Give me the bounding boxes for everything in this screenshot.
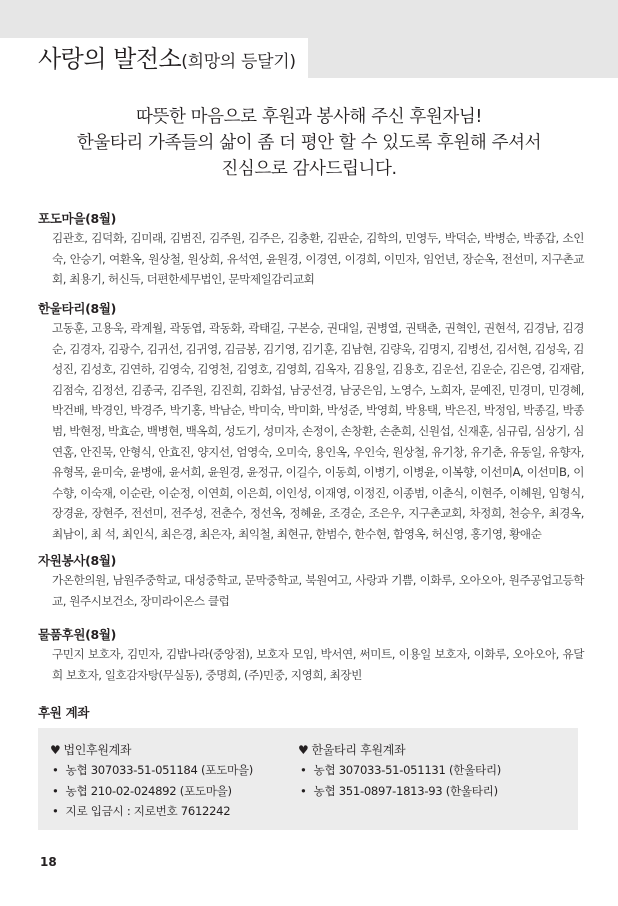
page-title-sub: (희망의 등달기)	[181, 52, 296, 72]
account-item: • 농협 307033-51-051184 (포도마을)	[52, 763, 253, 777]
account-item: • 농협 210-02-024892 (포도마을)	[52, 783, 232, 798]
accounts-box	[38, 728, 578, 830]
section-accounts	[38, 704, 584, 722]
section-title: 포도마을(8월)	[38, 211, 117, 226]
account-heading: 법인후원계좌	[63, 743, 132, 757]
intro-message	[30, 104, 588, 182]
donor-list: 고동훈, 고용욱, 곽계월, 곽동엽, 곽동화, 곽태길, 구본승, 권대일, 권병열, 권택춘, 권혁인, 권현석, 김경남, 김경순, 김경자, 김광수, 김귀선, 김귀영, 김금봉, 김기영, 김기훈, 김남현, 김량욱, 김명지, 김병선, 김서현, 김성욱, 김성진, 김성호, 김연하, 김영숙, 김영천, 김영호, 김영희, 김옥자, 김용일, 김용호, 김운선, 김운순, 김은영, 김재람, 김점숙, 김정선, 김종국, 김주원, 김진희, 김화섭, 남궁선경, 남궁은임, 노영수, 노희자, 문예진, 민경미, 민경혜, 박건배, 박경인, 박경주, 박기홍, 박남순, 박미숙, 박미화, 박성준, 박영희, 박용택, 박은진, 박정임, 박종길, 박종범, 박현정, 박효순, 백병현, 백옥희, 성도기, 성미자, 손정이, 손창환, 손춘희, 신원섭, 신재훈, 심규림, 심상기, 심연홈, 안진묵, 안형식, 안효진, 양지선, 엄영숙, 오미숙, 용인옥, 우인숙, 원상철, 유기창, 유기춘, 유동일, 유향자, 유형목, 윤미숙, 윤병애, 윤서희, 윤원경, 윤정규, 이길수, 이동희, 이병기, 이병윤, 이복향, 이선미A, 이선미B, 이수향, 이숙재, 이순란, 이순정, 이연희, 이은희, 이인성, 이재영, 이정진, 이종범, 이춘식, 이현주, 이혜원, 임형식, 장경윤, 장현주, 전선미, 전주성, 전춘수, 정선옥, 정혜윤, 조경순, 조은우, 지구촌교회, 차정희, 천승우, 최경옥, 최남이, 최 석, 최인식, 최은경, 최은자, 최익철, 최현규, 한범수, 한수현, 함영옥, 허신영, 홍기영, 황애순	[52, 321, 584, 541]
section-podomaeul	[38, 210, 584, 290]
section-title: 자원봉사(8월)	[38, 553, 117, 568]
account-item: • 지로 입금시 : 지로번호 7612242	[52, 804, 231, 818]
goods-donor-list: 구민지 보호자, 김민자, 김밥나라(중앙점), 보호자 모임, 박서연, 써미트, 이용일 보호자, 이화루, 오아오아, 유달희 보호자, 일호감자탕(무실동), 중명희, (주)민중, 지영희, 최장빈	[52, 647, 584, 682]
account-item: • 농협 351-0897-1813-93 (한울타리)	[300, 783, 498, 798]
bullet-icon: •	[52, 804, 59, 818]
donor-list: 김관호, 김덕화, 김미래, 김범진, 김주원, 김주은, 김충환, 김판순, 김학의, 민영두, 박덕순, 박병순, 박종갑, 소인숙, 안승기, 여환옥, 원상철, 원상희, 유석연, 윤원경, 이경연, 이경희, 이민자, 임언년, 장순옥, 전선미, 지구촌교회, 최용기, 허신득, 더편한세무법인, 문막제일감리교회	[52, 231, 584, 287]
page-number: 18	[40, 855, 57, 869]
section-title: 후원 계좌	[38, 705, 90, 720]
section-volunteer	[38, 552, 584, 611]
hanultari-accounts	[298, 740, 501, 801]
corporate-accounts	[50, 740, 253, 822]
account-heading: 한울타리 후원계좌	[311, 743, 406, 757]
heart-icon: ♥	[50, 743, 61, 757]
page-title-main: 사랑의 발전소	[38, 45, 182, 73]
bullet-icon: •	[52, 783, 59, 798]
account-item: • 농협 307033-51-051131 (한울타리)	[300, 763, 501, 777]
heart-icon: ♥	[298, 743, 309, 757]
intro-line-2: 한울타리 가족들의 삶이 좀 더 평안 할 수 있도록 후원해 주셔서	[76, 133, 542, 153]
bullet-icon: •	[300, 763, 307, 777]
intro-line-1: 따뜻한 마음으로 후원과 봉사해 주신 후원자님!	[135, 107, 483, 127]
section-title: 물품후원(8월)	[38, 627, 117, 642]
bullet-icon: •	[300, 783, 307, 798]
page-title	[0, 38, 308, 78]
section-title: 한울타리(8월)	[38, 301, 117, 316]
section-goods	[38, 626, 584, 685]
section-hanultari	[38, 300, 584, 545]
bullet-icon: •	[52, 763, 59, 777]
volunteer-list: 가온한의원, 남원주중학교, 대성중학교, 문막중학교, 북원여고, 사랑과 기쁨, 이화루, 오아오아, 원주공업고등학교, 원주시보건소, 장미라이온스 클럽	[52, 573, 584, 608]
intro-line-3: 진심으로 감사드립니다.	[221, 159, 397, 179]
